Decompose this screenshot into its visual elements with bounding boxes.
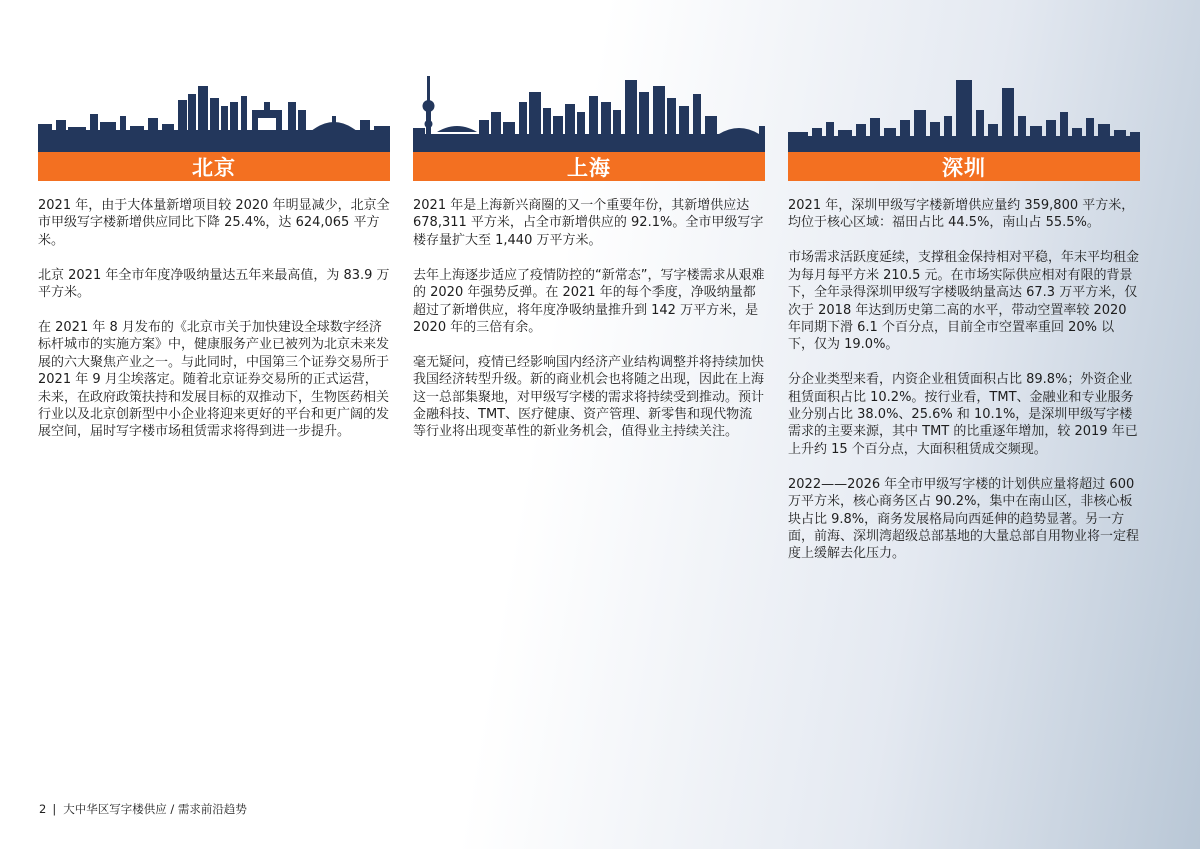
city-title: 深圳 (942, 155, 986, 180)
shanghai-skyline-icon (413, 72, 765, 152)
paragraph: 去年上海逐步适应了疫情防控的“新常态”，写字楼需求从艰难的 2020 年强势反弹。在 2021 年的每个季度，净吸纳量都超过了新增供应，将年度净吸纳量推升到 142 万平方米，是 2020 年的三倍有余。 (413, 267, 765, 335)
paragraph: 2022——2026 年全市甲级写字楼的计划供应量将超过 600 万平方米，核心商务区占 90.2%，集中在南山区，非核心板块占比 9.8%，商务发展格局向西延伸的趋势显著。另一方面，前海、深圳湾超级总部基地的大量总部自用物业将一定程度上缓解去化压力。 (788, 476, 1140, 562)
city-band-shenzhen (788, 152, 1140, 181)
page-footer (39, 801, 247, 817)
paragraph: 市场需求活跃度延续，支撑租金保持相对平稳，年末平均租金为每月每平方米 210.5 元。在市场实际供应相对有限的背景下，全年录得深圳甲级写字楼吸纳量高达 67.3 万平方米，仅次于 2018 年达到历史第二高的水平，带动空置率较 2020 年同期下滑 6.1 个百分点，目前全市空置率重回 20% 以下，仅为 19.0%。 (788, 250, 1140, 353)
paragraph: 2021 年是上海新兴商圈的又一个重要年份，其新增供应达 678,311 平方米，占全市新增供应的 92.1%。全市甲级写字楼存量扩大至 1,440 万平方米。 (413, 198, 764, 248)
paragraph: 在 2021 年 8 月发布的《北京市关于加快建设全球数字经济标杆城市的实施方案》中，健康服务产业已被列为北京未来发展的六大聚焦产业之一。与此同时，中国第三个证券交易所于 2021 年 9 月尘埃落定。随着北京证券交易所的正式运营，未来，在政府政策扶持和发展目标的双推动下，生物医药相关行业以及北京创新型中小企业将迎来更好的平台和更广阔的发展空间，届时写字楼市场租赁需求将得到进一步提升。 (38, 320, 390, 440)
column-shenzhen (788, 72, 1140, 580)
city-band-shanghai (413, 152, 765, 181)
paragraph: 2021 年，深圳甲级写字楼新增供应量约 359,800 平方米，均位于核心区域：福田占比 44.5%，南山占 55.5%。 (788, 198, 1135, 231)
paragraph: 北京 2021 年全市年度净吸纳量达五年来最高值，为 83.9 万平方米。 (38, 267, 390, 301)
paragraph: 毫无疑问，疫情已经影响国内经济产业结构调整并将持续加快我国经济转型升级。新的商业机会也将随之出现，因此在上海这一总部集聚地，对甲级写字楼的需求将持续受到推动。预计金融科技、TMT、医疗健康、资产管理、新零售和现代物流等行业将出现变革性的新业务机会，值得业主持续关注。 (413, 354, 765, 440)
column-text (788, 197, 1140, 563)
beijing-skyline-icon (38, 72, 390, 152)
shenzhen-skyline-icon (788, 72, 1140, 152)
report-title: 大中华区写字楼供应 / 需求前沿趋势 (63, 802, 247, 816)
column-text (38, 197, 390, 441)
city-title: 北京 (192, 155, 236, 180)
paragraph: 分企业类型来看，内资企业租赁面积占比 89.8%；外资企业租赁面积占比 10.2%。按行业看，TMT、金融业和专业服务业分别占比 38.0%、25.6% 和 10.1%，是深圳甲级写字楼需求的主要来源，其中 TMT 的比重逐年增加，较 2019 年已上升约 15 个百分点，大面积租赁成交频现。 (788, 372, 1138, 457)
page-number: 2 (39, 802, 47, 816)
column-beijing (38, 72, 390, 458)
city-band-beijing (38, 152, 390, 181)
paragraph: 2021 年，由于大体量新增项目较 2020 年明显减少，北京全市甲级写字楼新增供应同比下降 25.4%，达 624,065 平方米。 (38, 198, 390, 248)
footer-separator: | (52, 802, 57, 816)
city-title: 上海 (567, 155, 611, 180)
column-shanghai (413, 72, 765, 458)
column-text (413, 197, 765, 441)
